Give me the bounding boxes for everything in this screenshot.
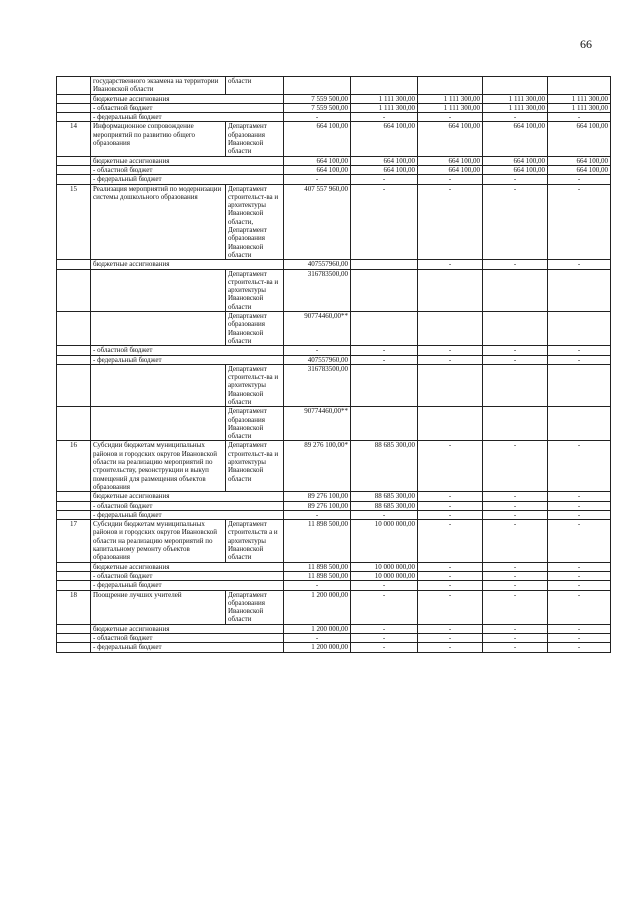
value-cell: 664 100,00 — [418, 122, 483, 156]
number-cell — [57, 634, 91, 643]
table-row — [57, 260, 611, 269]
value-cell: 11 898 500,00 — [284, 571, 351, 580]
name-cell: Реализация мероприятий по модернизации системы дошкольного образования — [91, 184, 226, 260]
value-cell: - — [548, 590, 611, 624]
table-row — [57, 441, 611, 492]
table-row — [57, 501, 611, 510]
value-cell: - — [548, 175, 611, 184]
table-row — [57, 581, 611, 590]
value-cell: 1 200 000,00 — [284, 590, 351, 624]
value-cell: 88 685 300,00 — [351, 492, 418, 501]
value-cell: - — [483, 634, 548, 643]
value-cell: - — [351, 175, 418, 184]
value-cell: - — [418, 346, 483, 355]
number-cell — [57, 156, 91, 165]
table-row — [57, 269, 611, 311]
value-cell: 664 100,00 — [351, 122, 418, 156]
name-cell: Поощрение лучших учителей — [91, 590, 226, 624]
value-cell: 7 559 500,00 — [284, 103, 351, 112]
value-cell: - — [418, 634, 483, 643]
value-cell: - — [418, 184, 483, 260]
value-cell: - — [351, 590, 418, 624]
value-cell: 664 100,00 — [284, 156, 351, 165]
value-cell — [418, 364, 483, 406]
value-cell: 1 111 300,00 — [351, 103, 418, 112]
value-cell — [483, 269, 548, 311]
value-cell: - — [351, 113, 418, 122]
value-cell: 664 100,00 — [483, 156, 548, 165]
value-cell: 1 111 300,00 — [548, 94, 611, 103]
value-cell: 1 111 300,00 — [351, 94, 418, 103]
value-cell: - — [351, 624, 418, 633]
value-cell: 664 100,00 — [284, 165, 351, 174]
value-cell: 407557960,00 — [284, 355, 351, 364]
table-row — [57, 643, 611, 652]
number-cell: 17 — [57, 520, 91, 562]
row-label: - областной бюджет — [91, 634, 284, 643]
value-cell: - — [483, 510, 548, 519]
value-cell: 90774460,00** — [284, 407, 351, 441]
value-cell: 10 000 000,00 — [351, 562, 418, 571]
value-cell: 88 685 300,00 — [351, 441, 418, 492]
number-cell — [57, 510, 91, 519]
value-cell — [548, 364, 611, 406]
table-row — [57, 103, 611, 112]
executor-cell: Департамент образования Ивановской области — [226, 407, 284, 441]
table-row — [57, 571, 611, 580]
number-cell — [57, 562, 91, 571]
value-cell: - — [284, 346, 351, 355]
number-cell: 15 — [57, 184, 91, 260]
row-label: бюджетные ассигнования — [91, 562, 284, 571]
table-row — [57, 634, 611, 643]
value-cell: - — [351, 510, 418, 519]
value-cell: - — [284, 581, 351, 590]
value-cell: - — [418, 501, 483, 510]
value-cell: - — [284, 113, 351, 122]
row-label: бюджетные ассигнования — [91, 492, 284, 501]
value-cell: - — [284, 510, 351, 519]
row-label: - федеральный бюджет — [91, 581, 284, 590]
value-cell: - — [548, 346, 611, 355]
value-cell: - — [418, 492, 483, 501]
number-cell: 14 — [57, 122, 91, 156]
value-cell: - — [548, 501, 611, 510]
value-cell — [351, 407, 418, 441]
table-row — [57, 520, 611, 562]
table-row — [57, 364, 611, 406]
value-cell: - — [418, 260, 483, 269]
value-cell: 10 000 000,00 — [351, 571, 418, 580]
value-cell — [418, 77, 483, 95]
value-cell: - — [351, 581, 418, 590]
executor-cell: области — [226, 77, 284, 95]
value-cell: - — [351, 184, 418, 260]
value-cell: 664 100,00 — [548, 156, 611, 165]
value-cell: 7 559 500,00 — [284, 94, 351, 103]
number-cell — [57, 624, 91, 633]
value-cell: - — [483, 590, 548, 624]
table-row — [57, 113, 611, 122]
value-cell: 1 111 300,00 — [483, 94, 548, 103]
table-row — [57, 94, 611, 103]
row-label: - федеральный бюджет — [91, 113, 284, 122]
value-cell: 664 100,00 — [483, 122, 548, 156]
value-cell: - — [351, 643, 418, 652]
executor-cell: Департамент строительст-ва и архитектуры Ивановской области — [226, 364, 284, 406]
value-cell: - — [418, 441, 483, 492]
value-cell: - — [418, 590, 483, 624]
value-cell: - — [483, 184, 548, 260]
row-label: - федеральный бюджет — [91, 355, 284, 364]
value-cell: 89 276 100,00 — [284, 492, 351, 501]
number-cell — [57, 571, 91, 580]
row-label: - областной бюджет — [91, 165, 284, 174]
number-cell — [57, 643, 91, 652]
value-cell — [284, 77, 351, 95]
number-cell — [57, 355, 91, 364]
row-label: - федеральный бюджет — [91, 175, 284, 184]
value-cell: - — [418, 624, 483, 633]
value-cell: 1 111 300,00 — [418, 103, 483, 112]
value-cell — [418, 269, 483, 311]
value-cell: 664 100,00 — [483, 165, 548, 174]
number-cell — [57, 260, 91, 269]
table-row — [57, 122, 611, 156]
value-cell: 1 200 000,00 — [284, 624, 351, 633]
value-cell: - — [548, 643, 611, 652]
value-cell: - — [548, 571, 611, 580]
value-cell: - — [483, 346, 548, 355]
executor-cell: Департамент строительст-ва и архитектуры Ивановской области — [226, 269, 284, 311]
value-cell — [548, 312, 611, 346]
value-cell — [418, 312, 483, 346]
value-cell: - — [418, 520, 483, 562]
table-row — [57, 510, 611, 519]
value-cell — [351, 312, 418, 346]
value-cell — [483, 77, 548, 95]
page-number: 66 — [580, 37, 592, 51]
row-label: бюджетные ассигнования — [91, 94, 284, 103]
value-cell: 316783500,00 — [284, 364, 351, 406]
value-cell: - — [351, 346, 418, 355]
row-label: бюджетные ассигнования — [91, 156, 284, 165]
value-cell: 89 276 100,00* — [284, 441, 351, 492]
value-cell: - — [483, 441, 548, 492]
value-cell: - — [483, 520, 548, 562]
value-cell: 88 685 300,00 — [351, 501, 418, 510]
value-cell: 407557960,00 — [284, 260, 351, 269]
value-cell — [351, 364, 418, 406]
value-cell: 10 000 000,00 — [351, 520, 418, 562]
number-cell — [57, 492, 91, 501]
table-row — [57, 590, 611, 624]
value-cell: - — [418, 562, 483, 571]
value-cell: - — [418, 510, 483, 519]
value-cell — [548, 77, 611, 95]
value-cell: 11 898 500,00 — [284, 520, 351, 562]
value-cell — [548, 407, 611, 441]
value-cell: - — [548, 581, 611, 590]
value-cell: 1 111 300,00 — [548, 103, 611, 112]
table-row — [57, 355, 611, 364]
name-cell — [91, 312, 226, 346]
table-row — [57, 624, 611, 633]
value-cell: - — [548, 184, 611, 260]
table-row — [57, 407, 611, 441]
number-cell — [57, 113, 91, 122]
executor-cell: Департамент строительств а и архитектуры Ивановской области — [226, 520, 284, 562]
number-cell — [57, 346, 91, 355]
row-label: - областной бюджет — [91, 346, 284, 355]
table-row — [57, 184, 611, 260]
value-cell: 664 100,00 — [548, 165, 611, 174]
row-label: бюджетные ассигнования — [91, 260, 284, 269]
value-cell: - — [548, 510, 611, 519]
value-cell: - — [548, 634, 611, 643]
value-cell: - — [483, 581, 548, 590]
number-cell: 16 — [57, 441, 91, 492]
name-cell: Субсидии бюджетам муниципальных районов и городских округов Ивановской области на реализацию мероприятий по капитальному ремонту объектов образования — [91, 520, 226, 562]
value-cell — [483, 312, 548, 346]
name-cell — [91, 269, 226, 311]
value-cell: 1 111 300,00 — [483, 103, 548, 112]
row-label: - областной бюджет — [91, 103, 284, 112]
value-cell: - — [418, 571, 483, 580]
number-cell — [57, 175, 91, 184]
value-cell: - — [483, 624, 548, 633]
value-cell: 664 100,00 — [284, 122, 351, 156]
value-cell: - — [418, 643, 483, 652]
value-cell: 664 100,00 — [418, 156, 483, 165]
number-cell — [57, 501, 91, 510]
value-cell: - — [351, 634, 418, 643]
row-label: - областной бюджет — [91, 571, 284, 580]
row-label: бюджетные ассигнования — [91, 624, 284, 633]
value-cell — [483, 364, 548, 406]
number-cell: 18 — [57, 590, 91, 624]
value-cell — [351, 77, 418, 95]
number-cell — [57, 312, 91, 346]
number-cell — [57, 269, 91, 311]
value-cell: 664 100,00 — [418, 165, 483, 174]
number-cell — [57, 77, 91, 95]
value-cell: 90774460,00** — [284, 312, 351, 346]
budget-table — [56, 76, 611, 653]
table-row — [57, 175, 611, 184]
number-cell — [57, 407, 91, 441]
value-cell — [418, 407, 483, 441]
value-cell: - — [548, 520, 611, 562]
table-row — [57, 165, 611, 174]
row-label: - федеральный бюджет — [91, 510, 284, 519]
table-row — [57, 312, 611, 346]
value-cell: - — [483, 175, 548, 184]
value-cell: - — [548, 260, 611, 269]
table-row — [57, 562, 611, 571]
number-cell — [57, 103, 91, 112]
value-cell: - — [418, 581, 483, 590]
value-cell — [351, 269, 418, 311]
value-cell: 1 111 300,00 — [418, 94, 483, 103]
value-cell — [548, 269, 611, 311]
value-cell: - — [483, 571, 548, 580]
name-cell: Информационное сопровождение мероприятий по развитию общего образования — [91, 122, 226, 156]
value-cell: 664 100,00 — [351, 156, 418, 165]
value-cell: - — [284, 634, 351, 643]
value-cell: 664 100,00 — [548, 122, 611, 156]
value-cell: - — [548, 624, 611, 633]
value-cell: 407 557 960,00 — [284, 184, 351, 260]
value-cell: 11 898 500,00 — [284, 562, 351, 571]
row-label: - областной бюджет — [91, 501, 284, 510]
value-cell: - — [483, 355, 548, 364]
number-cell — [57, 165, 91, 174]
value-cell: 1 200 000,00 — [284, 643, 351, 652]
value-cell: - — [284, 175, 351, 184]
row-label: - федеральный бюджет — [91, 643, 284, 652]
number-cell — [57, 364, 91, 406]
table-row — [57, 77, 611, 95]
executor-cell: Департамент строительст-ва и архитектуры Ивановской области, Департамент образования Ивановской области — [226, 184, 284, 260]
table-row — [57, 156, 611, 165]
executor-cell: Департамент образования Ивановской области — [226, 312, 284, 346]
value-cell: - — [548, 113, 611, 122]
value-cell: - — [418, 175, 483, 184]
value-cell: - — [548, 562, 611, 571]
value-cell: - — [418, 355, 483, 364]
value-cell: - — [483, 643, 548, 652]
name-cell: государственного экзамена на территории Ивановской области — [91, 77, 226, 95]
value-cell: - — [483, 113, 548, 122]
name-cell — [91, 364, 226, 406]
value-cell — [483, 407, 548, 441]
executor-cell: Департамент строительст-ва и архитектуры Ивановской области — [226, 441, 284, 492]
name-cell — [91, 407, 226, 441]
executor-cell: Департамент образования Ивановской области — [226, 122, 284, 156]
value-cell: 89 276 100,00 — [284, 501, 351, 510]
number-cell — [57, 94, 91, 103]
value-cell: - — [483, 260, 548, 269]
value-cell: - — [483, 562, 548, 571]
value-cell: - — [418, 113, 483, 122]
value-cell: 316783500,00 — [284, 269, 351, 311]
number-cell — [57, 581, 91, 590]
table-row — [57, 492, 611, 501]
value-cell: - — [548, 492, 611, 501]
executor-cell: Департамент образования Ивановской области — [226, 590, 284, 624]
value-cell: - — [483, 492, 548, 501]
table-row — [57, 346, 611, 355]
value-cell: - — [351, 355, 418, 364]
value-cell — [351, 260, 418, 269]
name-cell: Субсидии бюджетам муниципальных районов и городских округов Ивановской области на реализацию мероприятий по строительству, реконструкции и выкуп помещений для размещения объектов образования — [91, 441, 226, 492]
value-cell: - — [548, 441, 611, 492]
value-cell: 664 100,00 — [351, 165, 418, 174]
value-cell: - — [483, 501, 548, 510]
value-cell: - — [548, 355, 611, 364]
